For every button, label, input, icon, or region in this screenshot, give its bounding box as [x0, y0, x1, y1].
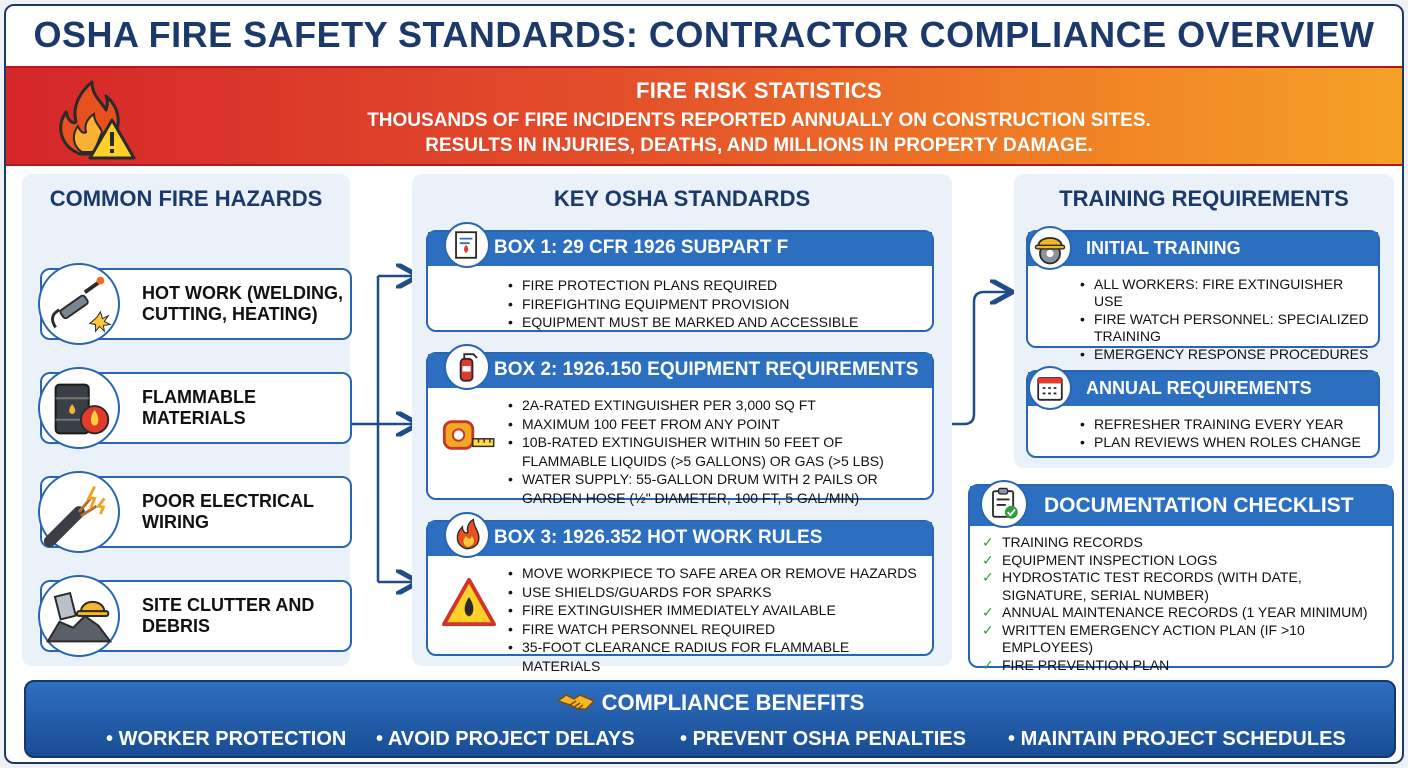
handshake-icon [556, 691, 596, 713]
list-item: • FIRE WATCH PERSONNEL: SPECIALIZED TRAINING [1080, 311, 1370, 345]
hazards-title: COMMON FIRE HAZARDS [49, 186, 323, 211]
banner-line: RESULTS IN INJURIES, DEATHS, AND MILLIONS IN PROPERTY DAMAGE. [425, 135, 1093, 156]
box-list [1080, 276, 1370, 364]
tape-measure-icon [440, 416, 498, 454]
debris-pile-icon [38, 575, 120, 657]
list-item: • FIRE EXTINGUISHER IMMEDIATELY AVAILABLE [508, 601, 922, 620]
calendar-icon [1028, 366, 1072, 410]
checklist-item: ✓ TRAINING RECORDS [982, 534, 1386, 552]
hazard-label: FLAMMABLE MATERIALS [142, 387, 256, 428]
sparking-wire-icon [38, 471, 120, 553]
box-header [970, 486, 1392, 526]
annual-requirements-box [1026, 370, 1380, 458]
documentation-checklist [968, 484, 1394, 673]
box-list [1080, 416, 1370, 452]
hazard-item [40, 268, 352, 340]
page-title: OSHA FIRE SAFETY STANDARDS: CONTRACTOR COMPLIANCE OVERVIEW [33, 14, 1375, 55]
fire-extinguisher-icon [444, 344, 490, 390]
initial-training-box [1026, 230, 1380, 362]
training-panel [1014, 174, 1394, 468]
hazard-label: HOT WORK (WELDING, CUTTING, HEATING) [142, 283, 343, 324]
box-title: INITIAL TRAINING [1086, 238, 1241, 258]
list-item: • EMERGENCY RESPONSE PROCEDURES [1080, 346, 1370, 363]
list-item: • MOVE WORKPIECE TO SAFE AREA OR REMOVE HAZARDS [508, 564, 922, 583]
list-item: • PLAN REVIEWS WHEN ROLES CHANGE [1080, 434, 1370, 451]
hazard-label: SITE CLUTTER AND DEBRIS [142, 595, 315, 636]
hazard-item [40, 372, 352, 444]
box-header [428, 354, 932, 388]
list-item: • EQUIPMENT MUST BE MARKED AND ACCESSIBLE [508, 313, 922, 332]
box-header [428, 232, 932, 266]
list-item: • 35-FOOT CLEARANCE RADIUS FOR FLAMMABLE MATERIALS [508, 638, 922, 675]
fire-warning-icon [50, 76, 136, 162]
standard-box-1 [426, 230, 934, 332]
box-list [508, 396, 922, 507]
box-title: ANNUAL REQUIREMENTS [1086, 378, 1312, 398]
box-title: BOX 2: 1926.150 EQUIPMENT REQUIREMENTS [494, 359, 919, 380]
fire-plan-document-icon [444, 222, 490, 268]
fire-risk-banner [6, 66, 1402, 166]
list-item: • FIRE WATCH PERSONNEL REQUIRED [508, 620, 922, 639]
banner-text [156, 78, 1362, 158]
list-item: • USE SHIELDS/GUARDS FOR SPARKS [508, 583, 922, 602]
box-title: BOX 3: 1926.352 HOT WORK RULES [494, 527, 823, 548]
flame-icon [444, 512, 490, 558]
box-list [508, 564, 922, 675]
box-header [428, 522, 932, 556]
list-item: • WATER SUPPLY: 55-GALLON DRUM WITH 2 PAILS OR GARDEN HOSE (½" DIAMETER, 100 FT, 5 GAL/MIN) [508, 470, 922, 507]
benefit-item: • WORKER PROTECTION [106, 728, 346, 751]
standard-box-3 [426, 520, 934, 674]
hazards-panel [22, 174, 350, 666]
benefits-title [26, 690, 1394, 716]
infographic [4, 4, 1404, 764]
banner-heading: FIRE RISK STATISTICS [636, 78, 882, 103]
box-header [1028, 372, 1378, 406]
flammable-barrel-icon [38, 367, 120, 449]
standards-panel [412, 174, 952, 674]
list-item: • FIREFIGHTING EQUIPMENT PROVISION [508, 295, 922, 314]
benefit-item: • PREVENT OSHA PENALTIES [680, 728, 966, 751]
hardhat-gear-icon [1028, 226, 1072, 270]
clipboard-check-icon [980, 480, 1028, 528]
list-item: • MAXIMUM 100 FEET FROM ANY POINT [508, 415, 922, 434]
training-title: TRAINING REQUIREMENTS [1059, 186, 1349, 211]
list-item: • ALL WORKERS: FIRE EXTINGUISHER USE [1080, 276, 1370, 310]
checklist-item: ✓ FIRE PREVENTION PLAN [982, 657, 1386, 675]
compliance-benefits [24, 680, 1396, 758]
list-item: • 2A-RATED EXTINGUISHER PER 3,000 SQ FT [508, 396, 922, 415]
checklist-item: ✓ ANNUAL MAINTENANCE RECORDS (1 YEAR MINIMUM) [982, 604, 1386, 622]
banner-line: THOUSANDS OF FIRE INCIDENTS REPORTED ANNUALLY ON CONSTRUCTION SITES. [367, 110, 1151, 131]
hazard-label: POOR ELECTRICAL WIRING [142, 491, 314, 532]
checklist [982, 534, 1386, 674]
fire-warning-triangle-icon [440, 576, 498, 628]
list-item: • 10B-RATED EXTINGUISHER WITHIN 50 FEET OF FLAMMABLE LIQUIDS (>5 GALLONS) OR GAS (>5 LBS) [508, 433, 922, 470]
benefit-item: • MAINTAIN PROJECT SCHEDULES [1008, 728, 1346, 751]
list-item: • FIRE PROTECTION PLANS REQUIRED [508, 276, 922, 295]
box-title: BOX 1: 29 CFR 1926 SUBPART F [494, 237, 789, 258]
benefits-title-text: COMPLIANCE BENEFITS [601, 690, 865, 715]
hazard-item [40, 580, 352, 652]
hazard-item [40, 476, 352, 548]
benefit-item: • AVOID PROJECT DELAYS [376, 728, 635, 751]
checklist-item: ✓ WRITTEN EMERGENCY ACTION PLAN (IF >10 EMPLOYEES) [982, 622, 1386, 657]
welding-torch-icon [38, 263, 120, 345]
standards-title: KEY OSHA STANDARDS [553, 186, 811, 211]
box-list [508, 276, 922, 332]
list-item: • REFRESHER TRAINING EVERY YEAR [1080, 416, 1370, 433]
checklist-item: ✓ HYDROSTATIC TEST RECORDS (WITH DATE, SIGNATURE, SERIAL NUMBER) [982, 569, 1386, 604]
standard-box-2 [426, 352, 934, 506]
box-title: DOCUMENTATION CHECKLIST [1044, 494, 1354, 517]
box-header [1028, 232, 1378, 266]
checklist-item: ✓ EQUIPMENT INSPECTION LOGS [982, 552, 1386, 570]
